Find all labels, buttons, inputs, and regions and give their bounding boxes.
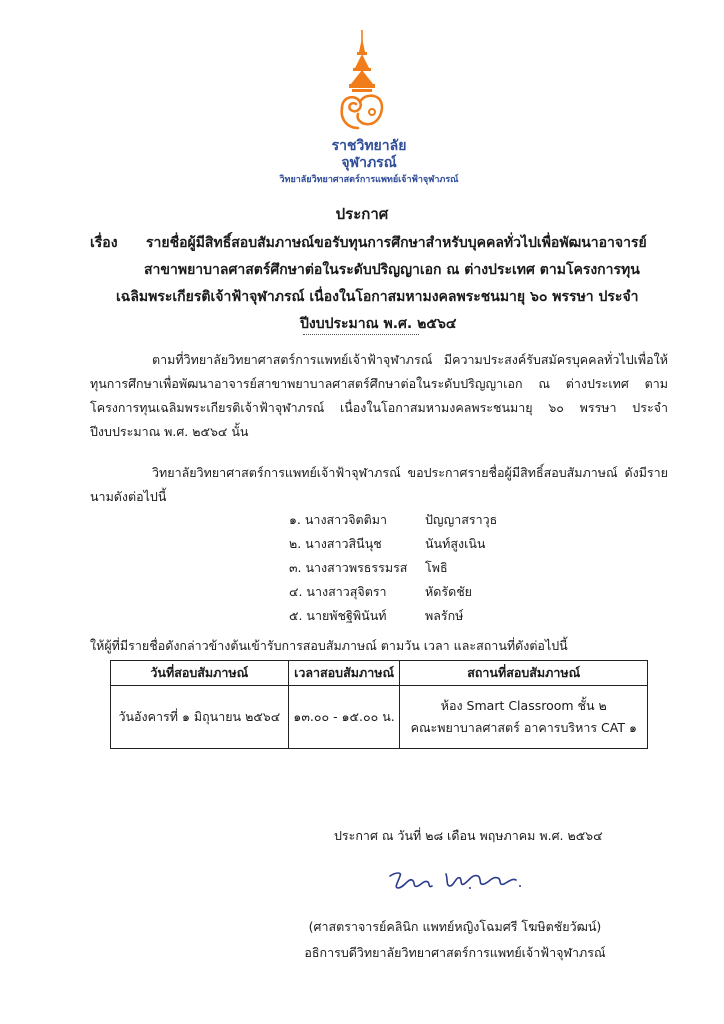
table-header-row [111, 661, 648, 686]
candidate-last-name: นันท์สูงเนิน [425, 536, 486, 551]
signer-block [0, 914, 724, 966]
subject-label: เรื่อง [90, 235, 118, 251]
subject-line-4: ปีงบประมาณ พ.ศ. ๒๕๖๔ [300, 316, 457, 332]
paragraph-2-line: วิทยาลัยวิทยาศาสตร์การแพทย์เจ้าฟ้าจุฬาภรณ์ ขอประกาศรายชื่อผู้มีสิทธิ์สอบสัมภาษณ์ ดังมีราย [152, 465, 668, 480]
header-time: เวลาสอบสัมภาษณ์ [288, 661, 400, 686]
cell-place [400, 686, 648, 749]
separator-dots [303, 334, 419, 335]
paragraph-1-line: โครงการทุนเฉลิมพระเกียรติเจ้าฟ้าจุฬาภรณ์ เนื่องในโอกาสมหามงคลพระชนมายุ ๖๐ พรรษา ประจำ [90, 400, 668, 415]
header-date: วันที่สอบสัมภาษณ์ [111, 661, 289, 686]
candidate-first-name: ๕. นายพัชฐิพินันท์ [289, 608, 387, 623]
paragraph-1-line: ตามที่วิทยาลัยวิทยาศาสตร์การแพทย์เจ้าฟ้าจุฬาภรณ์ มีความประสงค์รับสมัครบุคคลทั่วไปเพื่อให้ [152, 352, 668, 367]
cell-date: วันอังคารที่ ๑ มิถุนายน ๒๕๖๔ [111, 686, 289, 749]
crown-seal-icon [332, 28, 392, 138]
candidate-first-name: ๒. นางสาวสินีนุช [289, 536, 382, 551]
schedule-table [110, 660, 648, 749]
place-line-1: ห้อง Smart Classroom ชั้น ๒ [440, 698, 607, 713]
candidate-last-name: พลรักษ์ [425, 608, 464, 623]
issued-date: ประกาศ ณ วันที่ ๒๘ เดือน พฤษภาคม พ.ศ. ๒๕๖๔ [334, 828, 603, 843]
signer-name: (ศาสตราจารย์คลินิก แพทย์หญิงโฉมศรี โฆษิตชัยวัฒน์) [308, 919, 602, 934]
logo-name-line1: ราชวิทยาลัย [331, 138, 407, 154]
logo-name-line2: จุฬาภรณ์ [341, 155, 397, 171]
candidate-last-name: โพธิ [425, 560, 448, 575]
place-line-2: คณะพยาบาลศาสตร์ อาคารบริหาร CAT ๑ [410, 720, 637, 735]
candidate-first-name: ๔. นางสาวสุจิตรา [289, 584, 387, 599]
cell-time: ๑๓.๐๐ - ๑๕.๐๐ น. [288, 686, 400, 749]
list-item [289, 532, 549, 556]
table-intro: ให้ผู้ที่มีรายชื่อดังกล่าวข้างต้นเข้ารับการสอบสัมภาษณ์ ตามวัน เวลา และสถานที่ดังต่อไปนี้ [90, 638, 568, 653]
paragraph-2-line: นามดังต่อไปนี้ [90, 489, 167, 504]
logo-subtitle: วิทยาลัยวิทยาศาสตร์การแพทย์เจ้าฟ้าจุฬาภรณ์ [279, 175, 459, 185]
subject-line-2: สาขาพยาบาลศาสตร์ศึกษาต่อในระดับปริญญาเอก ณ ต่างประเทศ ตามโครงการทุน [144, 262, 640, 278]
header-place: สถานที่สอบสัมภาษณ์ [400, 661, 648, 686]
paragraph-1-line: ปีงบประมาณ พ.ศ. ๒๕๖๔ นั้น [90, 424, 249, 439]
subject-line-1: รายชื่อผู้มีสิทธิ์สอบสัมภาษณ์ขอรับทุนการศึกษาสำหรับบุคคลทั่วไปเพื่อพัฒนาอาจารย์ [146, 235, 647, 251]
paragraph-2 [90, 461, 668, 509]
signer-position: อธิการบดีวิทยาลัยวิทยาศาสตร์การแพทย์เจ้าฟ้าจุฬาภรณ์ [304, 945, 606, 960]
candidate-first-name: ๓. นางสาวพรธรรมรส [289, 560, 408, 575]
candidate-last-name: หัดรัดชัย [425, 584, 472, 599]
list-item [289, 556, 549, 580]
list-item [289, 604, 549, 628]
candidate-last-name: ปัญญาสราวุธ [425, 512, 498, 527]
subject-line-3: เฉลิมพระเกียรติเจ้าฟ้าจุฬาภรณ์ เนื่องในโอกาสมหามงคลพระชนมายุ ๖๐ พรรษา ประจำ [116, 289, 639, 305]
paragraph-1-line: ทุนการศึกษาเพื่อพัฒนาอาจารย์สาขาพยาบาลศาสตร์ศึกษาต่อในระดับปริญญาเอก ณ ต่างประเทศ ตาม [90, 376, 668, 391]
candidate-first-name: ๑. นางสาวจิตติมา [289, 512, 388, 527]
institution-logo [0, 28, 724, 187]
announcement-title: ประกาศ [335, 205, 389, 223]
paragraph-1 [90, 348, 668, 444]
list-item [289, 580, 549, 604]
list-item [289, 508, 549, 532]
table-row [111, 686, 648, 749]
candidate-list [289, 508, 549, 628]
signature-icon [386, 866, 526, 896]
